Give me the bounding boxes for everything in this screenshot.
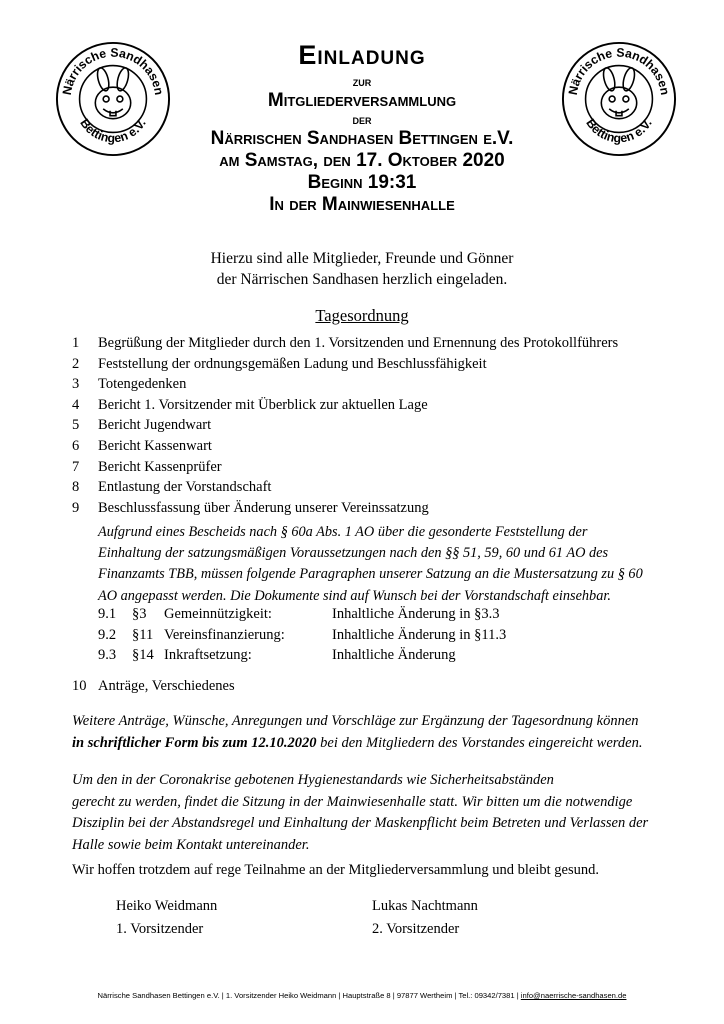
- agenda-item-number: 1: [72, 335, 80, 351]
- subitem-row: [98, 625, 658, 646]
- agenda-item: [72, 374, 672, 395]
- header-location: In der Mainwiesenhalle: [269, 194, 455, 215]
- agenda-item-text: Bericht Jugendwart: [98, 417, 212, 434]
- agenda-item-text: Begrüßung der Mitglieder durch den 1. Vorsitzenden und Ernennung des Protokollführers: [98, 335, 619, 351]
- agenda-item: [72, 457, 672, 478]
- agenda-item-text: Beschlussfassung über Änderung unserer Vereinssatzung: [98, 499, 429, 516]
- subitem-row: [98, 645, 658, 666]
- signature-first-chair: [116, 895, 217, 941]
- agenda-item-number: 10: [72, 678, 87, 694]
- subitem-paragraph: §3: [132, 606, 147, 622]
- note-line: AO angepasst werden. Die Dokumente sind auf Wunsch bei der Vorstandschaft einsehbar.: [98, 587, 611, 604]
- agenda-item-10: [72, 678, 235, 695]
- svg-text:Bettingen e.V.: [583, 116, 654, 145]
- subitem-list: [98, 604, 658, 666]
- signature-role: 2. Vorsitzender: [372, 921, 460, 937]
- deadline-paragraph: [72, 711, 662, 754]
- agenda-item-text: Bericht 1. Vorsitzender mit Überblick zur aktuellen Lage: [98, 396, 428, 413]
- hygiene-line: Disziplin bei der Abstandsregel und Einhaltung der Maskenpflicht beim Betreten und Verlassen der: [72, 815, 649, 831]
- signature-name: Lukas Nachtmann: [372, 898, 478, 914]
- hygiene-paragraph: [72, 770, 662, 856]
- agenda-title: Tagesordnung: [315, 306, 409, 325]
- subitem-topic: Inkraftsetzung:: [164, 647, 252, 663]
- hygiene-line: gerecht zu werden, findet die Sitzung in der Mainwiesenhalle statt. Wir bitten um die notwendige: [72, 793, 633, 810]
- note-line: Finanzamts TBB, müssen folgende Paragraphen unserer Satzung an die Mustersatzung zu § 60: [98, 566, 643, 583]
- header-club: Närrischen Sandhasen Bettingen e.V.: [210, 128, 514, 149]
- agenda-item-number: 9: [72, 499, 80, 516]
- deadline-line: Weitere Anträge, Wünsche, Anregungen und Vorschläge zur Ergänzung der Tagesordnung können: [72, 713, 639, 729]
- hygiene-line: Um den in der Coronakrise gebotenen Hygienestandards wie Sicherheitsabständen: [72, 772, 554, 788]
- agenda-item-number: 2: [72, 355, 80, 372]
- subitem-change: Inhaltliche Änderung in §3.3: [332, 606, 500, 622]
- agenda-item: [72, 415, 672, 436]
- footer-email-link[interactable]: info@naerrische-sandhasen.de: [520, 991, 627, 1000]
- logo-ring-top-text: Närrische Sandhasen: [59, 45, 167, 97]
- subitem-number: 9.1: [98, 606, 117, 622]
- agenda-item: [72, 354, 672, 375]
- item9-note: [98, 522, 658, 607]
- agenda-item: [72, 333, 672, 354]
- subitem-paragraph: §14: [132, 647, 154, 663]
- logo-ring-bottom-text: Bettingen e.V.: [77, 116, 149, 146]
- deadline-bold-text: in schriftlicher Form bis zum 12.10.2020: [72, 734, 317, 751]
- subitem-number: 9.2: [98, 626, 117, 643]
- intro-line: Hierzu sind alle Mitglieder, Freunde und Gönner: [210, 250, 514, 267]
- agenda-item: [72, 395, 672, 416]
- agenda-item-text: Feststellung der ordnungsgemäßen Ladung und Beschlussfähigkeit: [98, 355, 487, 372]
- footer-text: Närrische Sandhasen Bettingen e.V. | 1. Vorsitzender Heiko Weidmann | Hauptstraße 8 | 97877 Wertheim | Tel.: 09342/7381 |: [97, 991, 521, 1000]
- agenda-item-number: 6: [72, 437, 80, 454]
- agenda-item-number: 7: [72, 458, 80, 475]
- subitem-topic: Vereinsfinanzierung:: [164, 626, 285, 643]
- agenda-item-number: 8: [72, 479, 80, 496]
- agenda-item-number: 5: [72, 417, 80, 434]
- signature-role: 1. Vorsitzender: [116, 921, 204, 937]
- note-line: Einhaltung der satzungsmäßigen Voraussetzungen nach den §§ 51, 59, 60 und 61 AO des: [98, 545, 609, 562]
- deadline-rest-text: bei den Mitgliedern des Vorstandes eingereicht werden.: [316, 734, 643, 751]
- header-meeting: Mitgliederversammlung: [267, 90, 457, 111]
- intro-line: der Närrischen Sandhasen herzlich eingeladen.: [216, 271, 508, 288]
- header-date: am Samstag, den 17. Oktober 2020: [219, 150, 505, 171]
- intro-text: [60, 248, 664, 290]
- page-footer: [30, 991, 694, 1000]
- signature-second-chair: [372, 895, 478, 941]
- subitem-change: Inhaltliche Änderung: [332, 647, 456, 663]
- agenda-item: [72, 498, 672, 519]
- hygiene-line: Halle sowie beim Kontakt untereinander.: [72, 836, 310, 853]
- subitem-number: 9.3: [98, 647, 117, 663]
- invitation-header: [140, 42, 584, 217]
- subitem-change: Inhaltliche Änderung in §11.3: [332, 626, 507, 643]
- agenda-item: [72, 477, 672, 498]
- signature-name: Heiko Weidmann: [116, 898, 218, 914]
- agenda-item-text: Totengedenken: [98, 376, 187, 393]
- agenda-list: [72, 333, 672, 518]
- agenda-item-text: Entlastung der Vorstandschaft: [98, 479, 272, 496]
- header-start: Beginn 19:31: [307, 172, 417, 193]
- subitem-row: [98, 604, 658, 625]
- closing-paragraph: Wir hoffen trotzdem auf rege Teilnahme an der Mitgliederversammlung und bleibt gesund.: [72, 862, 599, 878]
- note-line: Aufgrund eines Bescheids nach § 60a Abs. 1 AO über die gesonderte Feststellung der: [98, 524, 588, 540]
- logo-ring-top-text: Närrische Sandhasen: [565, 45, 673, 97]
- subitem-paragraph: §11: [132, 626, 154, 643]
- header-zur: zur: [352, 74, 372, 89]
- logo-ring-bottom-text: Bettingen e.V.: [583, 116, 655, 146]
- agenda-item-text: Bericht Kassenwart: [98, 437, 212, 454]
- deadline-line: [72, 733, 662, 755]
- agenda-item-number: 3: [72, 376, 80, 393]
- svg-text:Bettingen e.V.: [77, 116, 148, 145]
- invitation-title: Einladung: [298, 40, 426, 70]
- header-der: der: [352, 112, 372, 127]
- agenda-item-number: 4: [72, 396, 80, 413]
- agenda-item-text: Anträge, Verschiedenes: [98, 678, 235, 694]
- agenda-item-text: Bericht Kassenprüfer: [98, 458, 222, 475]
- agenda-item: [72, 436, 672, 457]
- subitem-topic: Gemeinnützigkeit:: [164, 606, 272, 622]
